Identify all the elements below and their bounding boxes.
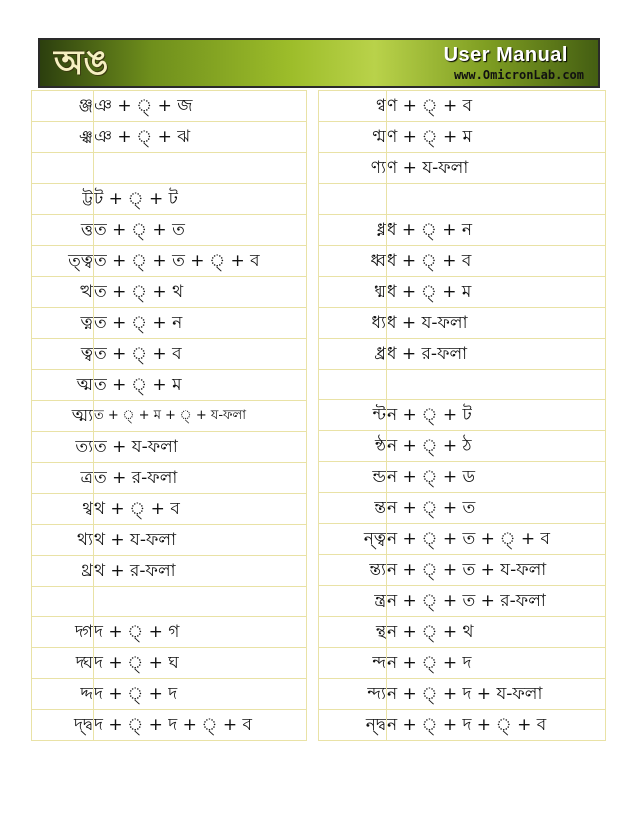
- table-row: [32, 122, 307, 153]
- conjunct-glyph: ধ্ন: [319, 214, 387, 245]
- conjunct-glyph: ট্ট: [32, 183, 94, 214]
- left-conjunct-body: [32, 91, 307, 741]
- conjunct-composition: ন + ্ + দ + য-ফলা: [387, 679, 606, 710]
- table-row: [319, 679, 606, 710]
- conjunct-composition: ণ + য-ফলা: [387, 153, 606, 184]
- conjunct-glyph: ন্ঠ: [319, 431, 387, 462]
- conjunct-glyph: ত্ত: [32, 214, 94, 245]
- conjunct-composition: ঞ + ্ + ঝ: [94, 122, 307, 153]
- table-row: [319, 710, 606, 741]
- conjunct-glyph: ন্ত্য: [319, 555, 387, 586]
- avro-logo: অঙ: [54, 43, 109, 83]
- conjunct-glyph: ন্দ: [319, 648, 387, 679]
- left-conjunct-table: [31, 90, 307, 741]
- manual-banner: [38, 38, 600, 88]
- conjunct-glyph: ত্ম্য: [32, 400, 94, 431]
- table-row: [319, 617, 606, 648]
- table-row: [32, 431, 307, 462]
- conjunct-glyph: ন্ত: [319, 493, 387, 524]
- table-row: [319, 214, 606, 245]
- conjunct-glyph: ত্ত্ব: [32, 245, 94, 276]
- conjunct-glyph: ধ্য: [319, 307, 387, 338]
- conjunct-composition: ন + ্ + ট: [387, 400, 606, 431]
- conjunct-glyph: দ্দ: [32, 679, 94, 710]
- table-row: [319, 245, 606, 276]
- conjunct-glyph: ণ্ম: [319, 122, 387, 153]
- conjunct-composition: ণ + ্ + ব: [387, 91, 606, 122]
- conjunct-glyph: ঞ্ঝ: [32, 122, 94, 153]
- conjunct-composition: ত + ্ + ব: [94, 338, 307, 369]
- table-row: [319, 184, 606, 215]
- conjunct-glyph: ন্থ: [319, 617, 387, 648]
- table-row: [32, 183, 307, 214]
- conjunct-glyph: [319, 184, 387, 215]
- conjunct-composition: দ + ্ + দ + ্ + ব: [94, 710, 307, 741]
- conjunct-glyph: ধ্র: [319, 338, 387, 369]
- conjunct-composition: ত + ্ + ন: [94, 307, 307, 338]
- conjunct-composition: ধ + ্ + ব: [387, 245, 606, 276]
- conjunct-composition: ত + র-ফলা: [94, 462, 307, 493]
- conjunct-glyph: ত্ব: [32, 338, 94, 369]
- conjunct-composition: ট + ্ + ট: [94, 183, 307, 214]
- table-row: [32, 153, 307, 184]
- table-row: [32, 214, 307, 245]
- conjunct-composition: ন + ্ + থ: [387, 617, 606, 648]
- table-row: [32, 679, 307, 710]
- conjunct-glyph: থ্র: [32, 555, 94, 586]
- conjunct-composition: [387, 369, 606, 400]
- conjunct-glyph: ঞ্জ: [32, 91, 94, 122]
- conjunct-glyph: ন্ত্ব: [319, 524, 387, 555]
- table-row: [32, 307, 307, 338]
- table-row: [32, 648, 307, 679]
- table-row: [32, 710, 307, 741]
- table-row: [319, 555, 606, 586]
- conjunct-composition: ন + ্ + ড: [387, 462, 606, 493]
- conjunct-glyph: ত্ন: [32, 307, 94, 338]
- table-row: [319, 431, 606, 462]
- conjunct-composition: ন + ্ + দ: [387, 648, 606, 679]
- conjunct-composition: দ + ্ + ঘ: [94, 648, 307, 679]
- conjunct-composition: ন + ্ + ত: [387, 493, 606, 524]
- table-row: [319, 91, 606, 122]
- conjunct-composition: ত + য-ফলা: [94, 431, 307, 462]
- conjunct-composition: থ + ্ + ব: [94, 493, 307, 524]
- table-row: [319, 524, 606, 555]
- conjunct-glyph: থ্য: [32, 524, 94, 555]
- table-row: [319, 276, 606, 307]
- conjunct-glyph: ন্ত্র: [319, 586, 387, 617]
- conjunct-composition: থ + র-ফলা: [94, 555, 307, 586]
- table-row: [319, 493, 606, 524]
- right-conjunct-column: [318, 90, 606, 741]
- conjunct-composition: ন + ্ + ত + য-ফলা: [387, 555, 606, 586]
- table-row: [319, 648, 606, 679]
- conjunct-composition: ন + ্ + ঠ: [387, 431, 606, 462]
- conjunct-composition: [387, 184, 606, 215]
- table-row: [32, 462, 307, 493]
- right-conjunct-table: [318, 90, 606, 741]
- conjunct-composition: ন + ্ + ত + র-ফলা: [387, 586, 606, 617]
- conjunct-composition: থ + য-ফলা: [94, 524, 307, 555]
- conjunct-composition: ত + ্ + ম: [94, 369, 307, 400]
- conjunct-composition: ত + ্ + ম + ্ + য-ফলা: [94, 400, 307, 431]
- table-row: [32, 524, 307, 555]
- conjunct-glyph: ধ্ব: [319, 245, 387, 276]
- table-row: [319, 462, 606, 493]
- table-row: [319, 369, 606, 400]
- table-row: [319, 307, 606, 338]
- table-row: [32, 493, 307, 524]
- conjunct-composition: [94, 153, 307, 184]
- conjunct-glyph: ন্দ্ব: [319, 710, 387, 741]
- conjunct-glyph: ন্দ্য: [319, 679, 387, 710]
- table-row: [32, 338, 307, 369]
- conjunct-glyph: ন্ড: [319, 462, 387, 493]
- left-conjunct-column: [31, 90, 307, 741]
- conjunct-composition: ন + ্ + দ + ্ + ব: [387, 710, 606, 741]
- conjunct-glyph: [32, 153, 94, 184]
- conjunct-composition: ন + ্ + ত + ্ + ব: [387, 524, 606, 555]
- conjunct-glyph: ণ্ব: [319, 91, 387, 122]
- conjunct-glyph: [319, 369, 387, 400]
- conjunct-glyph: ধ্ম: [319, 276, 387, 307]
- table-row: [32, 245, 307, 276]
- conjunct-composition: ত + ্ + ত: [94, 214, 307, 245]
- table-row: [32, 586, 307, 617]
- conjunct-glyph: [32, 586, 94, 617]
- conjunct-glyph: ত্র: [32, 462, 94, 493]
- conjunct-glyph: ত্ম: [32, 369, 94, 400]
- conjunct-composition: ধ + ্ + ন: [387, 214, 606, 245]
- conjunct-glyph: দ্গ: [32, 617, 94, 648]
- conjunct-composition: ত + ্ + থ: [94, 276, 307, 307]
- conjunct-glyph: ত্থ: [32, 276, 94, 307]
- banner-title: User Manual: [443, 44, 568, 66]
- table-row: [319, 586, 606, 617]
- table-row: [319, 338, 606, 369]
- conjunct-glyph: ণ্য: [319, 153, 387, 184]
- conjunct-glyph: থ্ব: [32, 493, 94, 524]
- conjunct-composition: ধ + য-ফলা: [387, 307, 606, 338]
- conjunct-composition: দ + ্ + দ: [94, 679, 307, 710]
- conjunct-composition: [94, 586, 307, 617]
- table-row: [319, 400, 606, 431]
- conjunct-composition: ত + ্ + ত + ্ + ব: [94, 245, 307, 276]
- table-row: [32, 555, 307, 586]
- conjunct-composition: দ + ্ + গ: [94, 617, 307, 648]
- table-row: [32, 400, 307, 431]
- conjunct-glyph: দ্ঘ: [32, 648, 94, 679]
- table-row: [32, 276, 307, 307]
- banner-url: www.OmicronLab.com: [453, 68, 584, 82]
- conjunct-composition: ণ + ্ + ম: [387, 122, 606, 153]
- conjunct-composition: ধ + ্ + ম: [387, 276, 606, 307]
- conjunct-glyph: ত্য: [32, 431, 94, 462]
- table-row: [32, 617, 307, 648]
- table-row: [32, 91, 307, 122]
- conjunct-glyph: দ্দ্ব: [32, 710, 94, 741]
- table-row: [32, 369, 307, 400]
- table-row: [319, 122, 606, 153]
- conjunct-glyph: ন্ট: [319, 400, 387, 431]
- conjunct-composition: ধ + র-ফলা: [387, 338, 606, 369]
- table-row: [319, 153, 606, 184]
- conjunct-composition: ঞ + ্ + জ: [94, 91, 307, 122]
- right-conjunct-body: [319, 91, 606, 741]
